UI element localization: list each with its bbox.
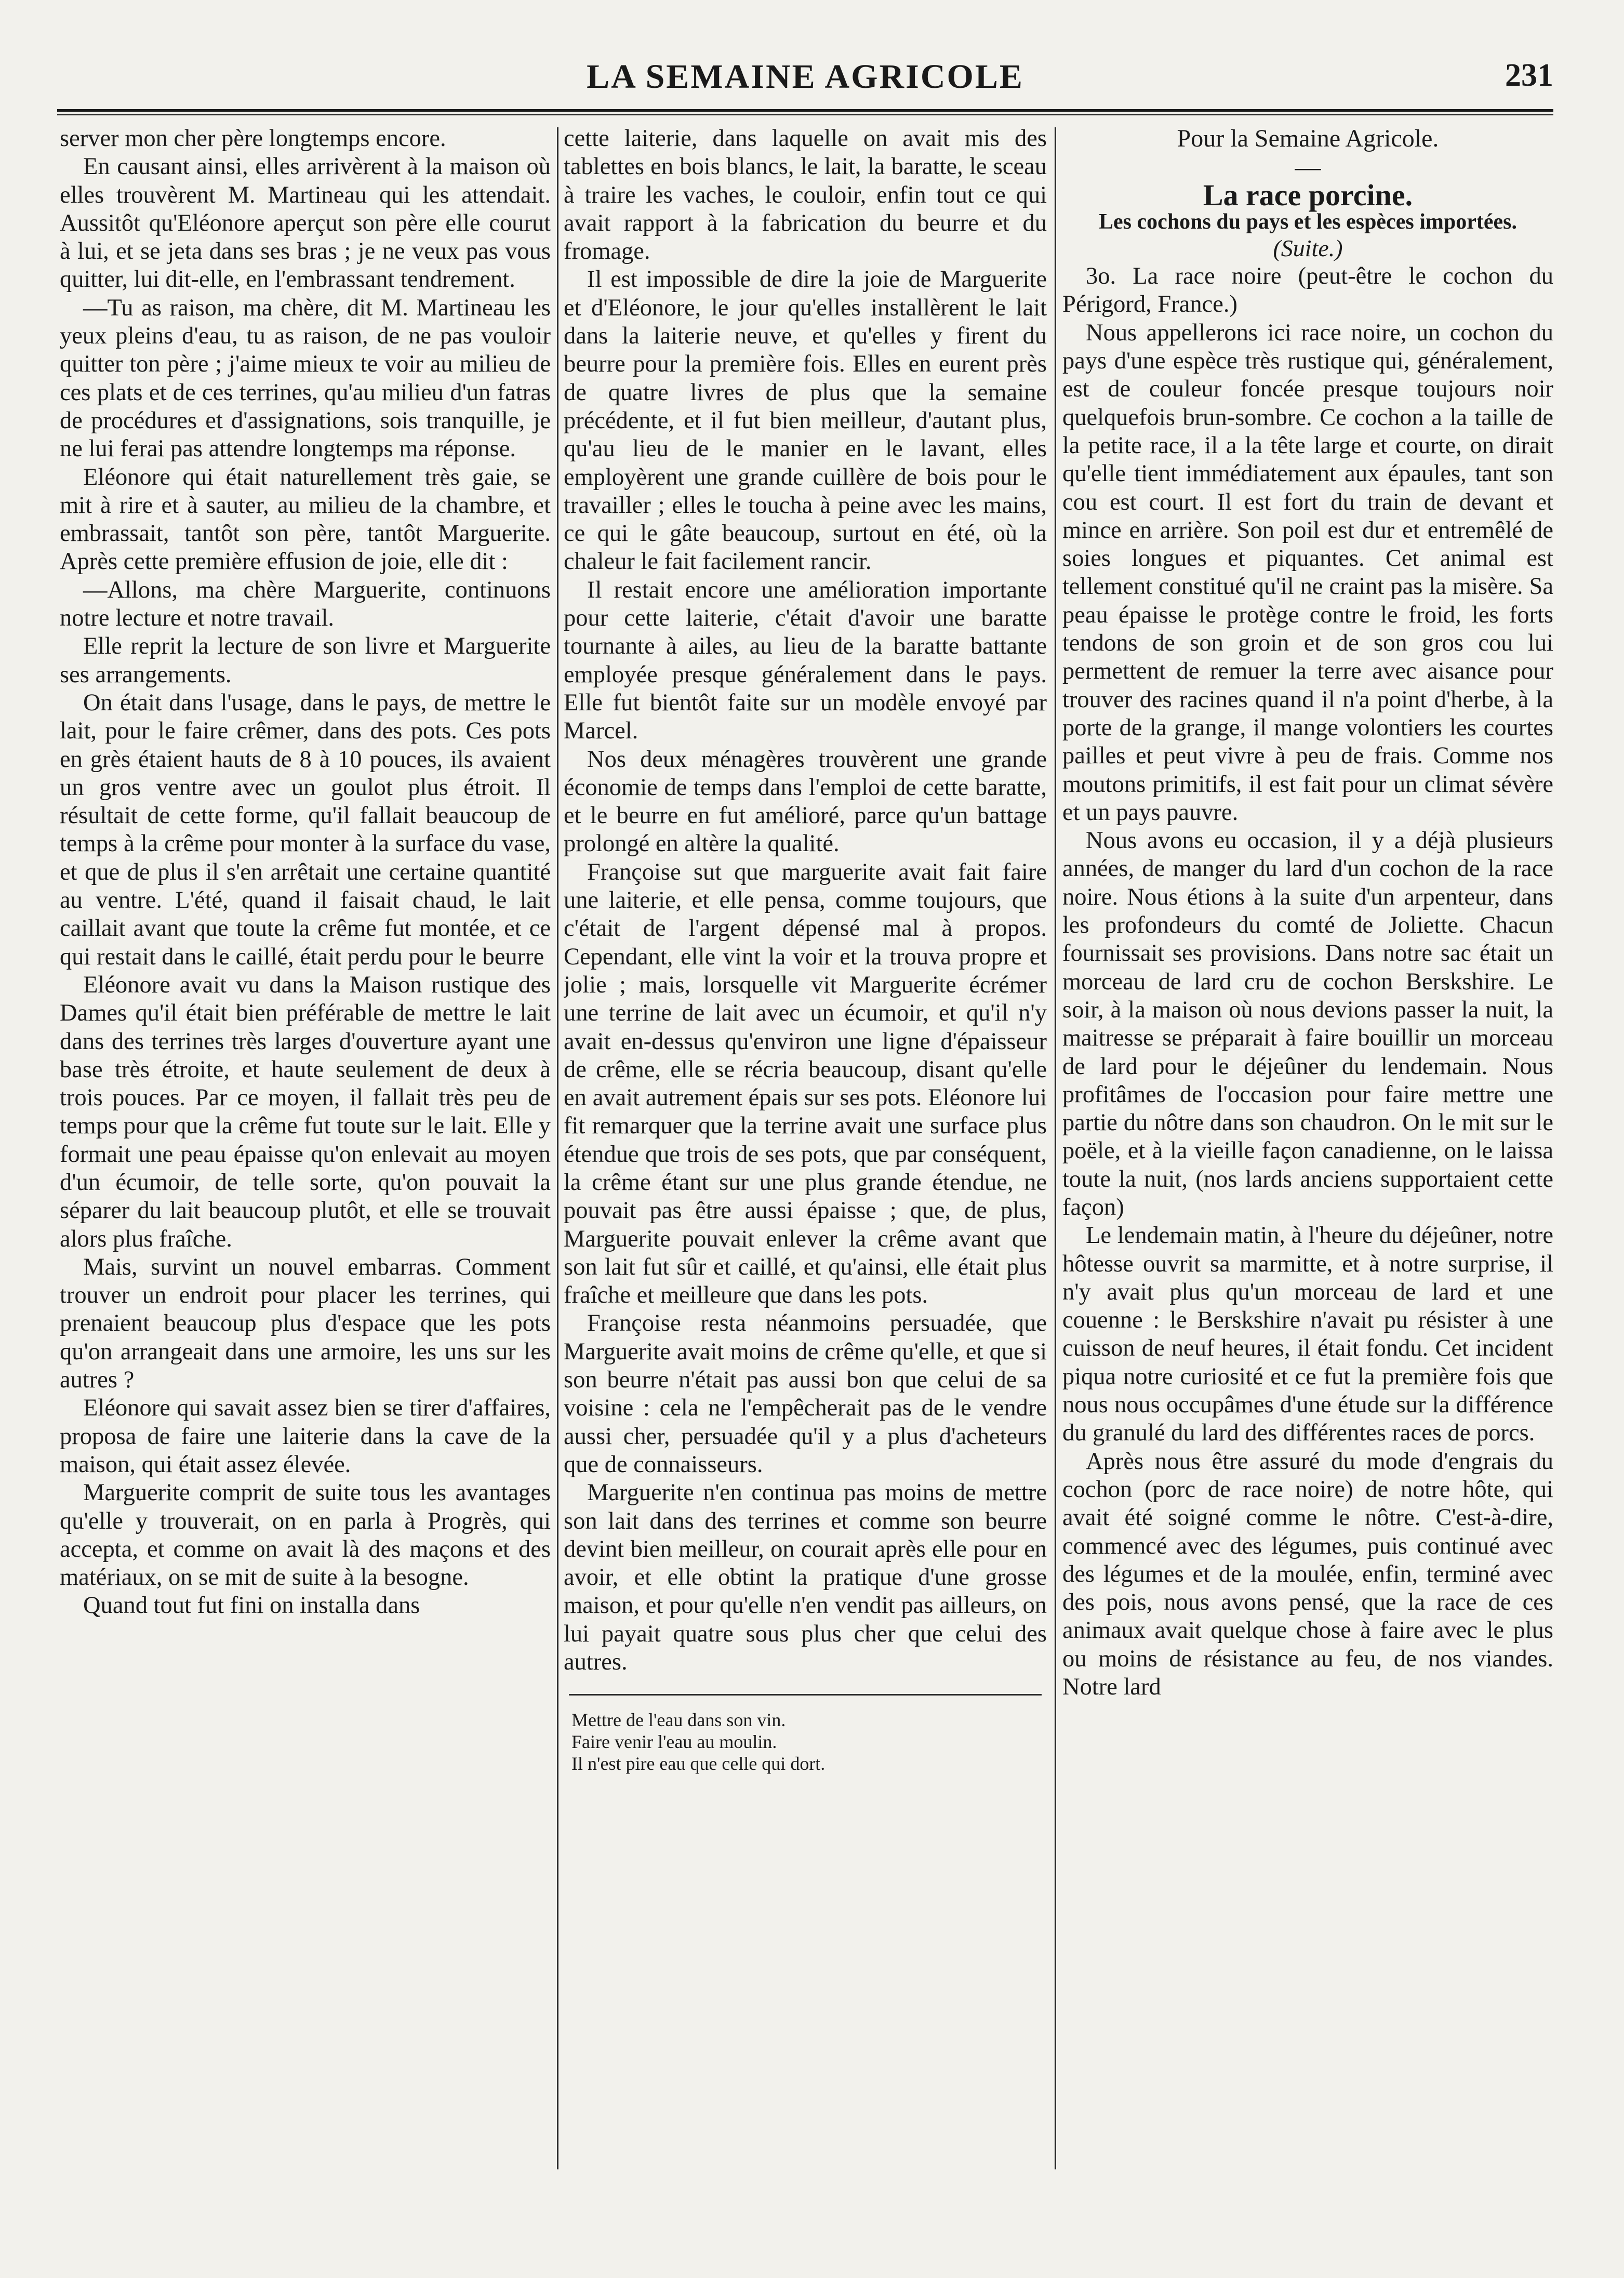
- paragraph: Il est impossible de dire la joie de Marguerite et d'Eléonore, le jour qu'elles installèrent le lait dans la laiterie neuve, et qu'elles y firent du beurre pour la première fois. Elles en eurent près de quatre livres de plus que la semaine précédente, et il fut bien meilleur, d'autant plus, qu'au lieu de le manier en le lavant, elles employèrent une grande cuillère de bois pour le travailler ; elles le toucha à peine avec les mains, ce qui le gâte beaucoup, surtout en été, où la chaleur le fait facilement rancir.: [564, 266, 1047, 575]
- paragraph: Elle reprit la lecture de son livre et Marguerite ses arrangements.: [60, 633, 551, 688]
- column-divider-2: [1055, 127, 1056, 2169]
- journal-title: LA SEMAINE AGRICOLE: [587, 58, 1024, 96]
- paragraph: Eléonore qui était naturellement très gaie, se mit à rire et à sauter, au milieu de la chambre, et embrassait, tantôt son père, tantôt Marguerite. Après cette première effusion de joie, elle dit :: [60, 463, 551, 575]
- paragraph: Françoise sut que marguerite avait fait faire une laiterie, et elle pensa, comme toujours, que c'était de l'argent dépensé mal à propos. Cependant, elle vint la voir et la trouva propre et jolie ; mais, lorsquelle vit Marguerite écrémer une terrine de lait avec un écumoir, et qu'il n'y avait en-dessus qu'environ une ligne d'épaisseur de crême, elle se récria beaucoup, disant qu'elle en avait autrement épais sur ses pots. Eléonore lui fit remarquer que la terrine avait une surface plus étendue que trois de ses pots, que par conséquent, la crême étant sur une plus grande étendue, ne pouvait pas être aussi épaisse ; que, de plus, Marguerite pouvait enlever la crême avant que son lait fut sûr et caillé, et qu'ainsi, elle était plus fraîche et meilleure que dans les pots.: [564, 858, 1047, 1309]
- article-kicker: Pour la Semaine Agricole.: [1177, 125, 1439, 152]
- paragraph: Le lendemain matin, à l'heure du déjeûner, notre hôtesse ouvrit sa marmitte, et à notre surprise, il n'y avait plus qu'un morceau de lard et une couenne : le Berskshire n'avait pu résister à une cuisson de neuf heures, il était fondu. Cet incident piqua notre curiosité et ce fut la première fois que nous nous occupâmes d'une étude sur la différence du granulé du lard des différentes races de porcs.: [1062, 1222, 1553, 1447]
- paragraph: En causant ainsi, elles arrivèrent à la maison où elles trouvèrent M. Martineau qui les attendait. Aussitôt qu'Eléonore aperçut son père elle courut à lui, et se jeta dans ses bras ; je ne veux pas vous quitter, lui dit-elle, en l'embrassant tendrement.: [60, 153, 551, 293]
- article-subtitle: Les cochons du pays et les espèces importées.: [1099, 209, 1517, 234]
- paragraph: Françoise resta néanmoins persuadée, que Marguerite avait moins de crême qu'elle, et que si son beurre n'était pas aussi bon que celui de sa voisine : cela ne l'empêcherait pas de le vendre aussi cher, persuadée qu'il y a plus d'acheteurs que de connaisseurs.: [564, 1310, 1047, 1478]
- paragraph: cette laiterie, dans laquelle on avait mis des tablettes en bois blancs, le lait, la baratte, le sceau à traire les vaches, le couloir, enfin tout ce qui avait rapport à la fabrication du beurre et du fromage.: [564, 125, 1047, 265]
- paragraph: Nos deux ménagères trouvèrent une grande économie de temps dans l'emploi de cette baratte, et le beurre en fut amélioré, parce qu'un battage prolongé en altère la qualité.: [564, 746, 1047, 857]
- header-rule: [57, 109, 1553, 115]
- column-2: [564, 125, 1047, 2219]
- paragraph: Marguerite comprit de suite tous les avantages qu'elle y trouverait, on en parla à Progrès, qui accepta, et comme on avait là des maçons et des matériaux, on se mit de suite à la besogne.: [60, 1479, 551, 1591]
- paragraph: Après nous être assuré du mode d'engrais du cochon (porc de race noire) de notre hôte, qui avait été soigné comme le nôtre. C'est-à-dire, commencé avec des légumes, puis continué avec des légumes et de la moulée, enfin, terminé avec des pois, nous avons pensé, que la race de ces animaux avait quelque chose à faire avec le plus ou moins de résistance au feu, de nos viandes. Notre lard: [1062, 1448, 1553, 1701]
- proverb: Faire venir l'eau au moulin.: [571, 1731, 777, 1753]
- article-title: La race porcine.: [1203, 178, 1413, 212]
- proverbs-rule: [569, 1694, 1042, 1696]
- column-1: [60, 125, 551, 2219]
- paragraph: Mais, survint un nouvel embarras. Comment trouver un endroit pour placer les terrines, qui prenaient beaucoup plus d'espace que les pots qu'on arrangeait dans une armoire, les uns sur les autres ?: [60, 1253, 551, 1394]
- paragraph: Eléonore qui savait assez bien se tirer d'affaires, proposa de faire une laiterie dans la cave de la maison, qui était assez élevée.: [60, 1395, 551, 1478]
- title-dash: —: [1295, 152, 1321, 182]
- paragraph: —Tu as raison, ma chère, dit M. Martineau les yeux pleins d'eau, tu as raison, de ne pas vouloir quitter ton père ; j'aime mieux te voir au milieu de ces plats et de ces terrines, qu'au milieu d'un fatras de procédures et d'assignations, sois tranquille, je ne lui ferai pas attendre longtemps ma réponse.: [60, 294, 551, 462]
- paragraph: On était dans l'usage, dans le pays, de mettre le lait, pour le faire crêmer, dans des pots. Ces pots en grès étaient hauts de 8 à 10 pouces, ils avaient un gros ventre avec un goulot plus étroit. Il résultait de cette forme, qu'il fallait beaucoup de temps à la crême pour monter à la surface du vase, et que de plus il s'en arrêtait une certaine quantité au ventre. L'été, quand il faisait chaud, le lait caillait avant que toute la crême fut montée, et ce qui restait dans le caillé, était perdu pour le beurre: [60, 689, 551, 970]
- column-divider-1: [557, 127, 558, 2169]
- paragraph: Quand tout fut fini on installa dans: [83, 1592, 420, 1619]
- page-number: 231: [1505, 58, 1553, 93]
- paragraph: Marguerite n'en continua pas moins de mettre son lait dans des terrines et comme son beurre devint bien meilleur, on courait après elle pour en avoir, et elle obtint la pratique d'une grosse maison, et pour qu'elle n'en vendit pas ailleurs, on lui payait quatre sous plus cher que celui des autres.: [564, 1479, 1047, 1676]
- paragraph: —Allons, ma chère Marguerite, continuons notre lecture et notre travail.: [60, 576, 551, 632]
- page-header: [57, 49, 1553, 107]
- proverbs-box: [564, 1709, 1047, 1774]
- paragraph: 3o. La race noire (peut-être le cochon du Périgord, France.): [1062, 263, 1553, 318]
- paragraph: Eléonore avait vu dans la Maison rustique des Dames qu'il était bien préférable de mettre le lait dans des terrines très larges d'ouverture ayant une base très étroite, et haute seulement de deux à trois pouces. Par ce moyen, il fallait très peu de temps pour que la crême fut toute sur le lait. Elle y formait une peau épaisse qu'on enlevait au moyen d'un écumoir, de telle sorte, qu'on pouvait la séparer du lait beaucoup plutôt, et elle se trouvait alors plus fraîche.: [60, 971, 551, 1252]
- proverb: Il n'est pire eau que celle qui dort.: [571, 1753, 826, 1774]
- paragraph: Nous avons eu occasion, il y a déjà plusieurs années, de manger du lard d'un cochon de la race noire. Nous étions à la suite d'un arpenteur, dans les profondeurs du comté de Joliette. Chacun fournissait ses provisions. Dans notre sac était un morceau de lard cru de cochon Berskshire. Le soir, à la maison où nous devions passer la nuit, la maitresse se préparait à faire bouillir un morceau de lard pour le déjeûner du lendemain. Nous profitâmes de l'occasion pour faire mettre une partie du nôtre dans son chaudron. On le mit sur le poële, et à la vieille façon canadienne, on le laissa toute la nuit, (nos lards anciens supportaient cette façon): [1062, 827, 1553, 1221]
- proverb: Mettre de l'eau dans son vin.: [571, 1710, 786, 1731]
- paragraph: server mon cher père longtemps encore.: [60, 125, 446, 152]
- paragraph: Nous appellerons ici race noire, un cochon du pays d'une espèce très rustique qui, généralement, est de couleur foncée presque toujours noir quelquefois brun-sombre. Ce cochon a la taille de la petite race, il a la tête large et courte, on dirait qu'elle tient immédiatement aux épaules, tant son cou est court. Il est fort du train de devant et mince en arrière. Son poil est dur et entremêlé de soies longues et piquantes. Cet animal est tellement constitué qu'il ne craint pas la misère. Sa peau épaisse le protège contre le froid, les forts tendons de son groin et de son gros cou lui permettent de remuer la terre avec aisance pour trouver des racines quand il n'a point d'herbe, à la porte de la grange, il mange volontiers les courtes pailles et peut vivre à peu de frais. Comme nos moutons primitifs, il est fait pour un climat sévère et un pays pauvre.: [1062, 319, 1553, 826]
- column-3: [1062, 125, 1553, 2219]
- continuation-note: (Suite.): [1273, 234, 1343, 261]
- paragraph: Il restait encore une amélioration importante pour cette laiterie, c'était d'avoir une baratte tournante à ailes, au lieu de la baratte battante employée presque généralement dans le pays. Elle fut bientôt faite sur un modèle envoyé par Marcel.: [564, 576, 1047, 745]
